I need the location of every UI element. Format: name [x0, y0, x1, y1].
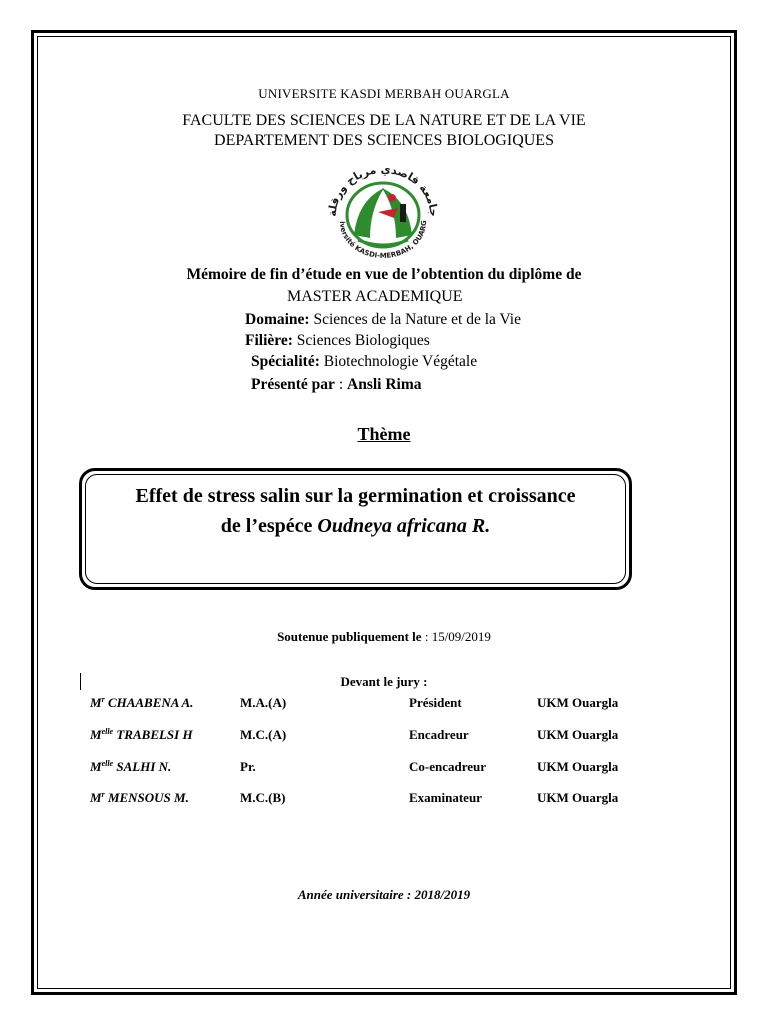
domaine-value: Sciences de la Nature et de la Vie [309, 311, 521, 328]
logo-latin-text: iversité KASDI-MERBAH, OUARG [337, 220, 429, 260]
jury-member-institution: UKM Ouargla [537, 695, 619, 710]
thesis-title [79, 481, 632, 541]
logo-arabic-text: جامعة قاصدي مرباح ورقلة [325, 162, 441, 217]
defense-date: 15/09/2019 [431, 629, 491, 644]
degree-name: MASTER ACADEMIQUE [287, 288, 463, 305]
theme-heading: Thème [357, 424, 411, 444]
presente-sep: : [334, 376, 347, 393]
jury-member-institution: UKM Ouargla [537, 759, 619, 774]
academic-year: Année universitaire : 2018/2019 [297, 887, 471, 902]
jury-member-grade: Pr. [240, 759, 256, 774]
presente-line [251, 376, 422, 394]
domaine-label: Domaine: [245, 311, 310, 328]
jury-member-name: $M^r$ CHAABENA A. [90, 695, 194, 710]
jury-member-institution: UKM Ouargla [537, 790, 619, 805]
jury-member-role: Examinateur [409, 790, 482, 805]
jury-row [0, 727, 768, 747]
jury-row [0, 695, 768, 715]
filiere-line [245, 332, 430, 350]
jury-member-role: Président [409, 695, 462, 710]
domaine-line [245, 311, 521, 329]
thesis-title-line1: Effet de stress salin sur la germination et croissance [135, 485, 576, 507]
jury-member-role: Encadreur [409, 727, 469, 742]
jury-row [0, 790, 768, 810]
jury-member-institution: UKM Ouargla [537, 727, 619, 742]
specialite-line [251, 353, 477, 371]
species-name: Oudneya africana R. [317, 515, 491, 537]
filiere-value: Sciences Biologiques [292, 332, 430, 349]
presente-label: Présenté par [251, 376, 335, 393]
thesis-title-line2 [79, 511, 632, 541]
jury-member-role: Co-encadreur [409, 759, 487, 774]
university-logo-icon [318, 160, 448, 260]
department-name: DEPARTEMENT DES SCIENCES BIOLOGIQUES [214, 132, 554, 149]
specialite-value: Biotechnologie Végétale [319, 353, 478, 370]
jury-heading: Devant le jury : [340, 674, 428, 689]
memoire-intro: Mémoire de fin d’étude en vue de l’obtention du diplôme de [186, 266, 582, 283]
faculty-department [0, 111, 768, 151]
jury-member-name: $M^{elle}$ SALHI N. [90, 759, 172, 774]
defense-sep: : [421, 629, 432, 644]
faculty-name: FACULTE DES SCIENCES DE LA NATURE ET DE LA VIE [182, 112, 586, 129]
filiere-label: Filière: [245, 332, 293, 349]
jury-member-grade: M.C.(B) [240, 790, 286, 805]
jury-member-name: $M^r$ MENSOUS M. [90, 790, 189, 805]
defense-label: Soutenue publiquement le [277, 629, 422, 644]
jury-member-grade: M.A.(A) [240, 695, 287, 710]
jury-member-grade: M.C.(A) [240, 727, 287, 742]
jury-row [0, 759, 768, 779]
university-logo [318, 160, 448, 260]
thesis-title-line2-prefix: de l’espéce [220, 515, 318, 537]
university-name: UNIVERSITE KASDI MERBAH OUARGLA [258, 86, 510, 101]
jury-member-name: $M^{elle}$ TRABELSI H [90, 727, 193, 742]
defense-date-line [0, 629, 768, 645]
author-name: Ansli Rima [347, 376, 422, 393]
specialite-label: Spécialité: [251, 353, 320, 370]
